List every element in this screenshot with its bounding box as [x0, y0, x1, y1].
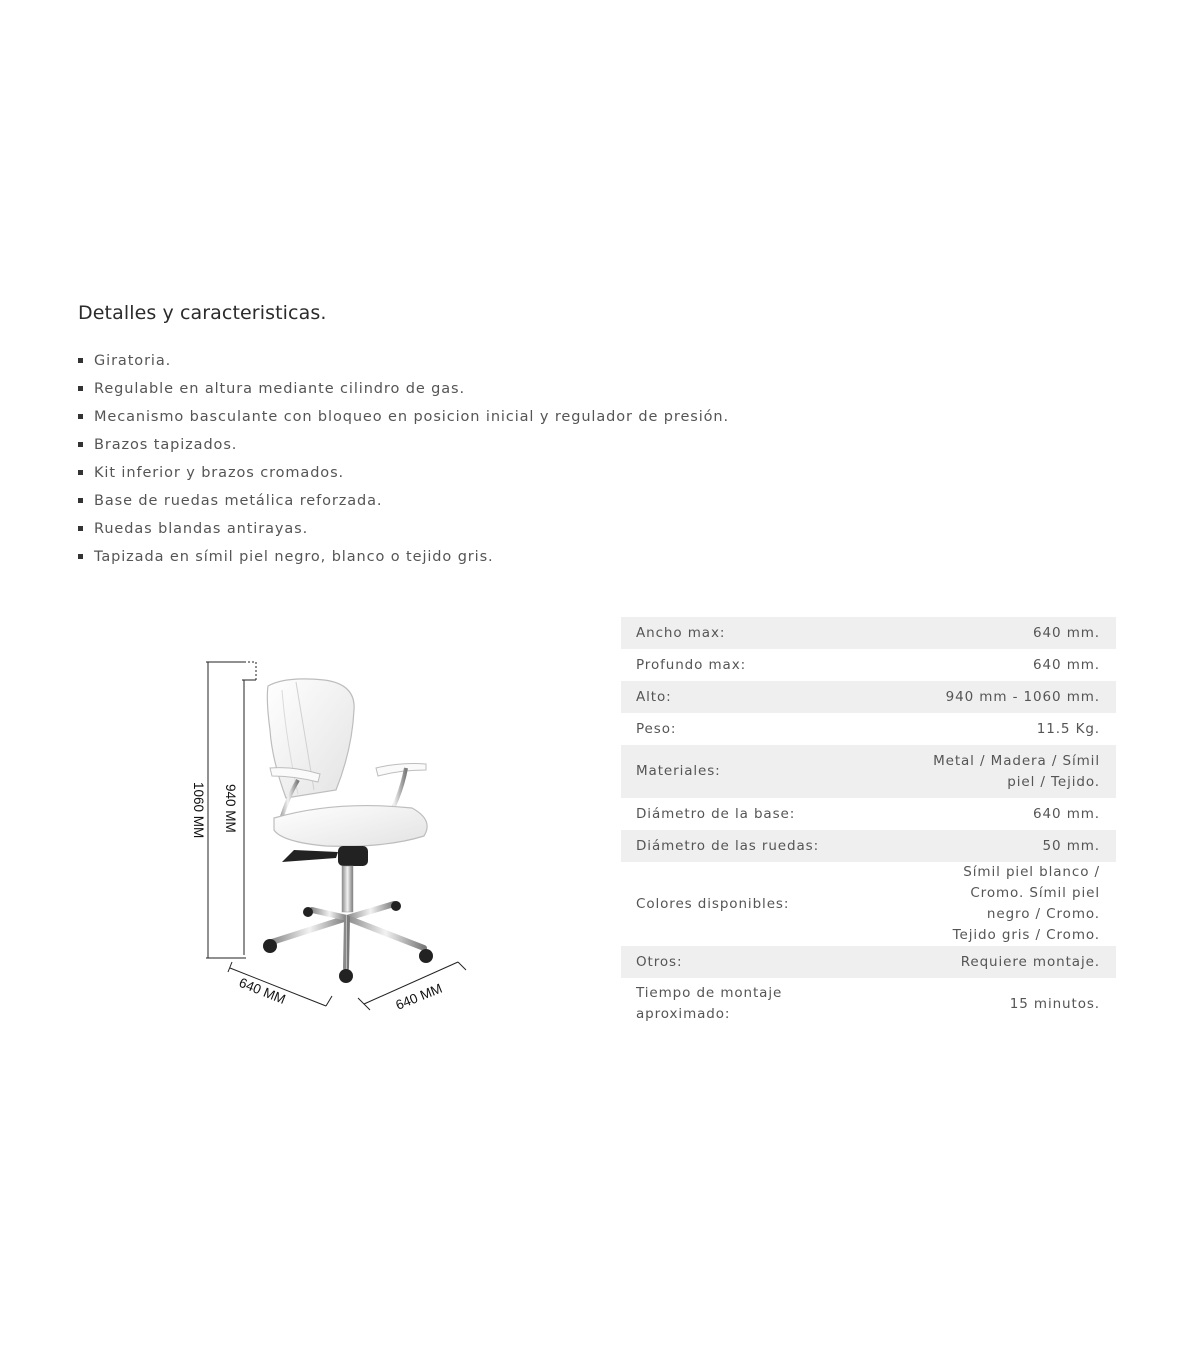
width-left-label: 640 MM — [236, 974, 288, 1008]
feature-text: Ruedas blandas antirayas. — [94, 521, 309, 537]
spec-value: 640 mm. — [881, 617, 1116, 649]
spec-label: Profundo max: — [636, 656, 747, 673]
square-bullet-icon — [78, 526, 83, 531]
office-chair-icon — [263, 679, 433, 983]
square-bullet-icon — [78, 442, 83, 447]
feature-text: Giratoria. — [94, 353, 172, 369]
square-bullet-icon — [78, 386, 83, 391]
spec-row — [621, 745, 1116, 798]
square-bullet-icon — [78, 414, 83, 419]
spec-label: Alto: — [621, 681, 881, 713]
spec-label: Tiempo de montaje aproximado: — [636, 985, 783, 1022]
feature-text: Base de ruedas metálica reforzada. — [94, 493, 383, 509]
spec-value: 15 minutos. — [1009, 995, 1100, 1012]
spec-value: 940 mm - 1060 mm. — [881, 681, 1116, 713]
spec-label: Ancho max: — [621, 617, 881, 649]
spec-value: 640 mm. — [1033, 656, 1100, 673]
specs-table — [621, 617, 1116, 1030]
feature-text: Tapizada en símil piel negro, blanco o tejido gris. — [94, 549, 494, 565]
spec-row — [621, 946, 1116, 978]
feature-text: Brazos tapizados. — [94, 437, 238, 453]
square-bullet-icon — [78, 470, 83, 475]
square-bullet-icon — [78, 358, 83, 363]
feature-item — [78, 543, 729, 571]
spec-value: Requiere montaje. — [881, 946, 1116, 978]
feature-item — [78, 431, 729, 459]
feature-text: Mecanismo basculante con bloqueo en posicion inicial y regulador de presión. — [94, 409, 730, 425]
spec-row — [621, 713, 1116, 745]
feature-item — [78, 459, 729, 487]
width-right-label: 640 MM — [393, 980, 445, 1013]
spec-row — [621, 681, 1116, 713]
chair-dimension-diagram — [186, 650, 476, 1020]
height-total-label: 1060 MM — [191, 782, 206, 839]
spec-row — [621, 798, 1116, 830]
spec-label: Otros: — [621, 946, 881, 978]
feature-text: Kit inferior y brazos cromados. — [94, 465, 345, 481]
feature-item — [78, 347, 729, 375]
features-list — [78, 347, 729, 571]
spec-label: Peso: — [636, 720, 677, 737]
feature-text: Regulable en altura mediante cilindro de gas. — [94, 381, 466, 397]
square-bullet-icon — [78, 498, 83, 503]
spec-value: 50 mm. — [881, 830, 1116, 862]
spec-label: Colores disponibles: — [636, 895, 790, 912]
spec-label: Diámetro de las ruedas: — [621, 830, 881, 862]
feature-item — [78, 487, 729, 515]
square-bullet-icon — [78, 554, 83, 559]
section-title: Detalles y caracteristicas. — [78, 302, 327, 324]
spec-row — [621, 617, 1116, 649]
spec-value: 640 mm. — [1033, 805, 1100, 822]
feature-item — [78, 403, 729, 431]
spec-value: 11.5 Kg. — [1036, 720, 1100, 737]
spec-row — [621, 649, 1116, 681]
spec-row — [621, 978, 1116, 1030]
spec-label: Materiales: — [621, 745, 881, 798]
spec-label: Diámetro de la base: — [636, 805, 796, 822]
spec-value: Símil piel blanco / Cromo. Símil piel negro / Cromo. Tejido gris / Cromo. — [952, 864, 1100, 943]
feature-item — [78, 375, 729, 403]
spec-row — [621, 862, 1116, 946]
spec-row — [621, 830, 1116, 862]
feature-item — [78, 515, 729, 543]
spec-value: Metal / Madera / Símil piel / Tejido. — [881, 745, 1116, 798]
height-seat-label: 940 MM — [223, 784, 238, 833]
